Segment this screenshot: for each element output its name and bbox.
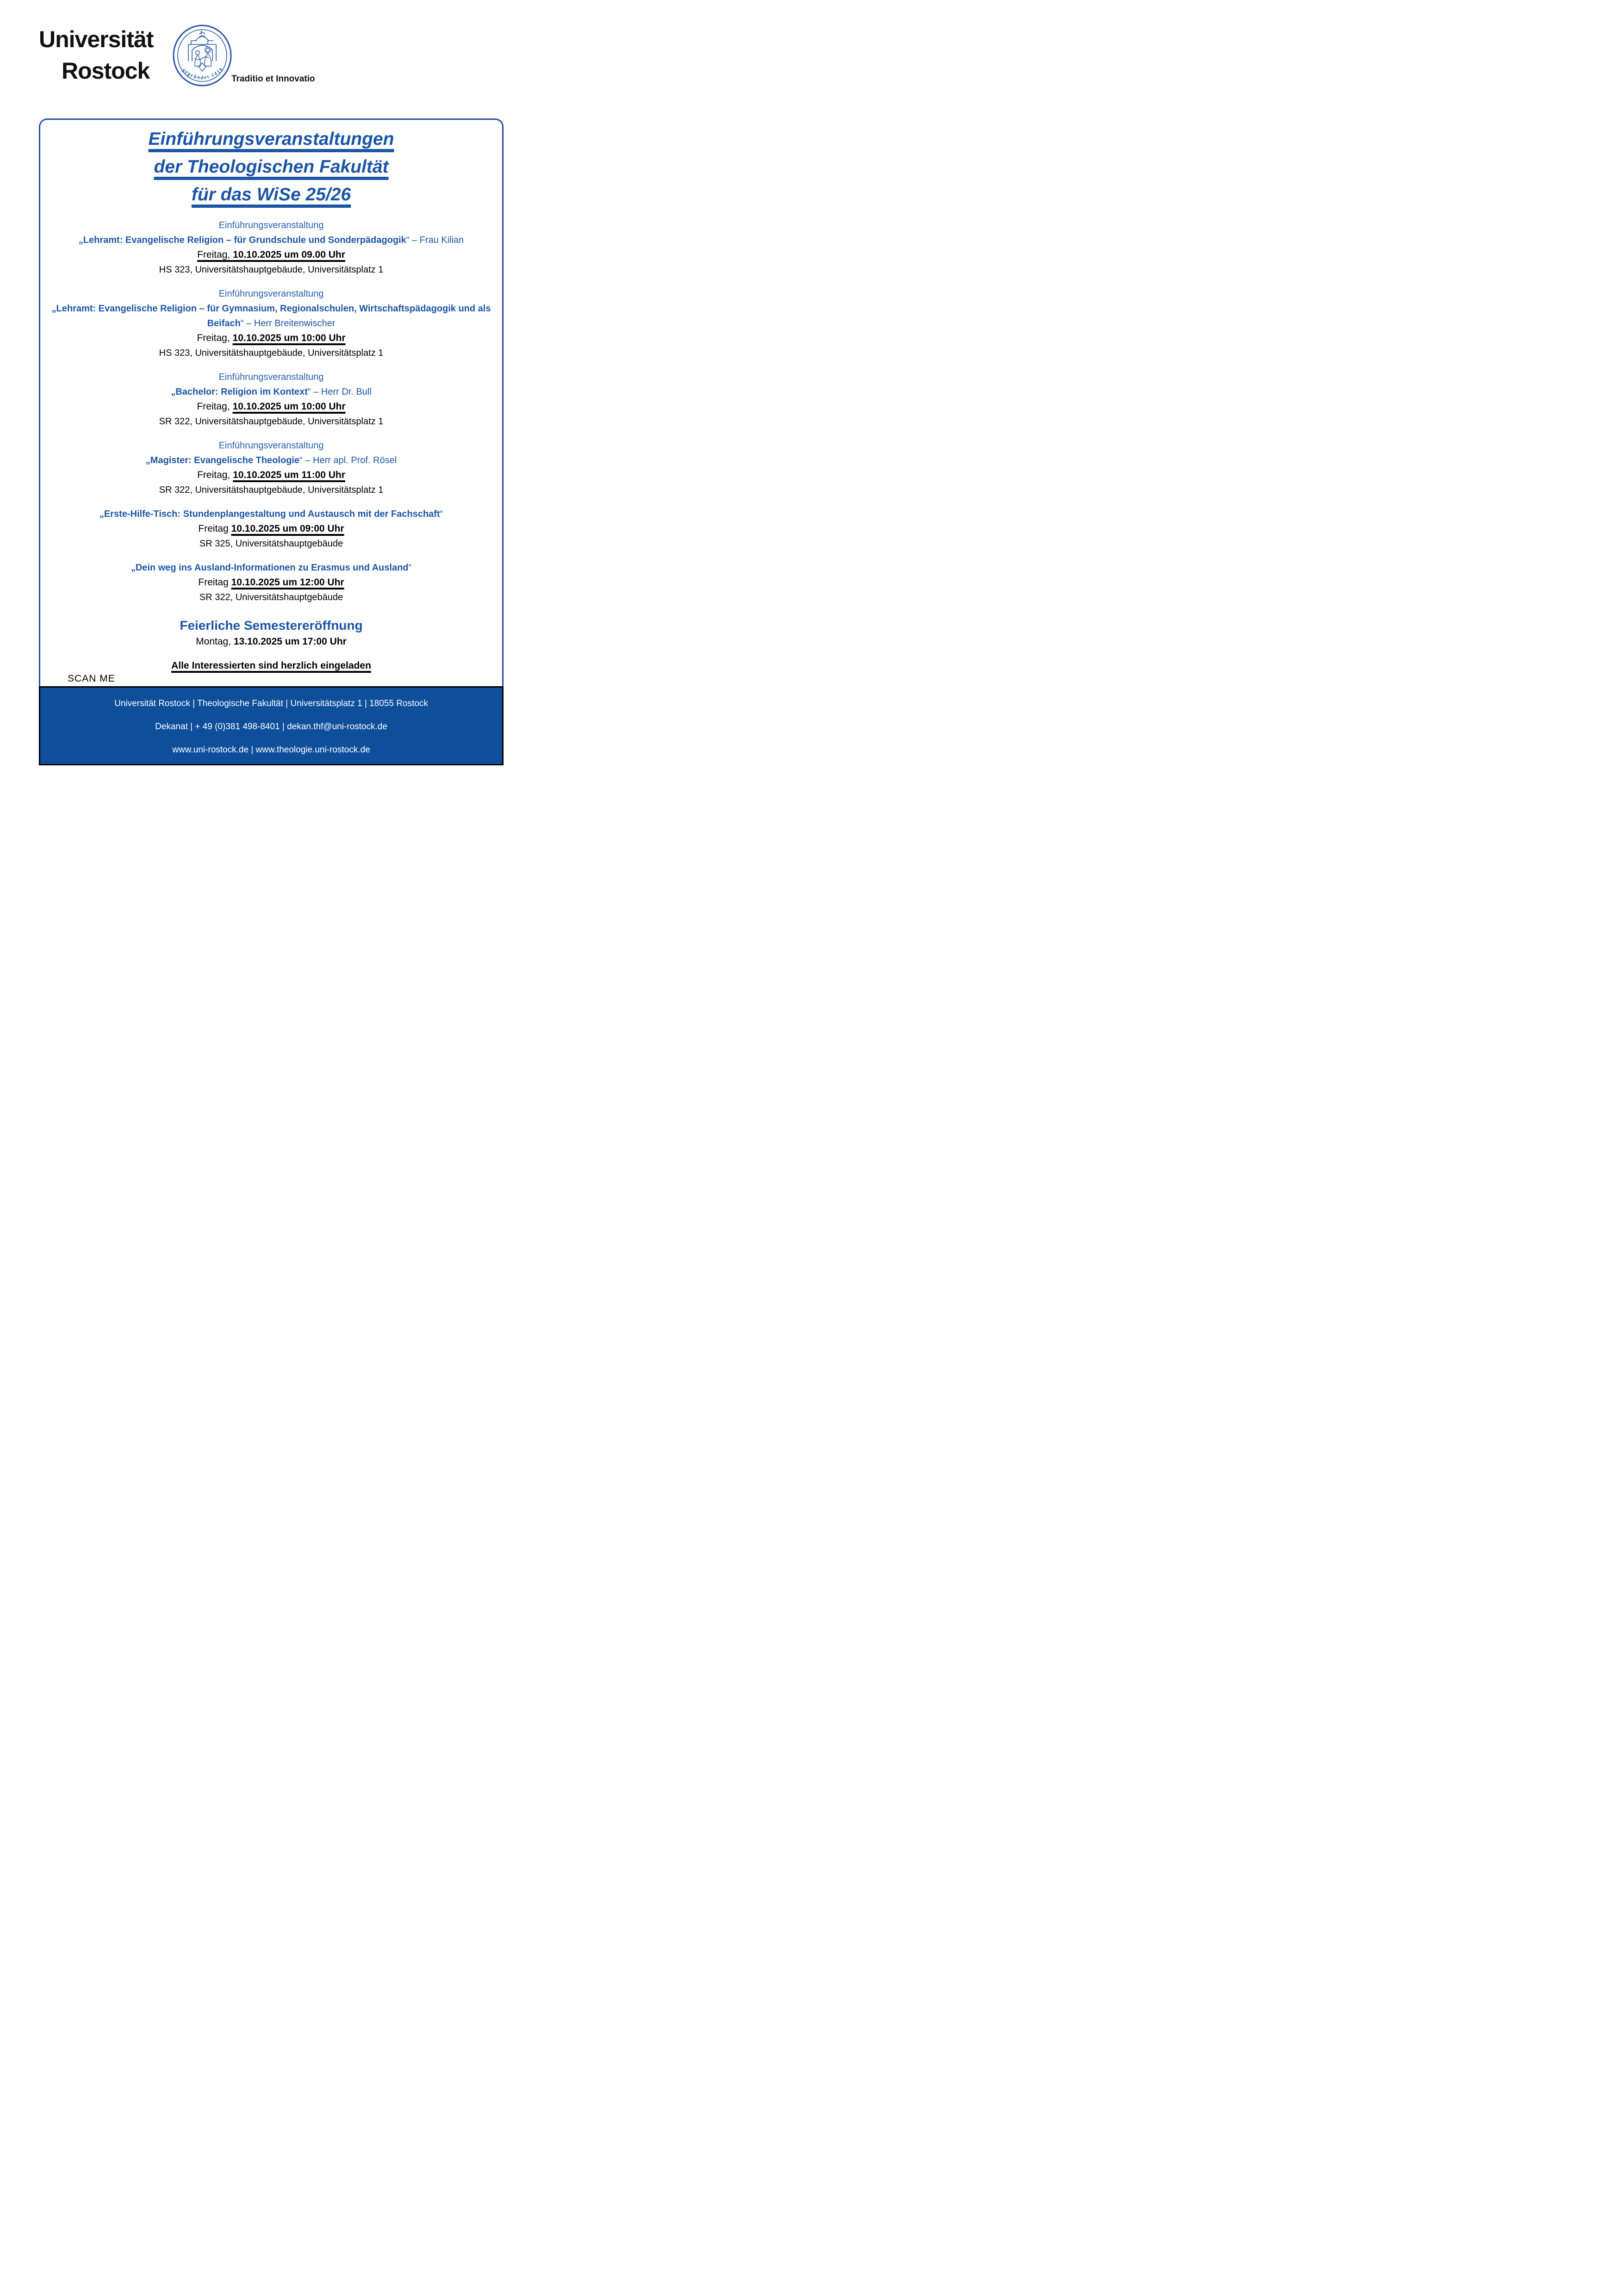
event-label: Einführungsveranstaltung	[218, 289, 324, 299]
event-block-5	[40, 507, 502, 551]
footer-bar	[39, 686, 504, 765]
poster-title-line2: der Theologischen Fakultät	[154, 157, 389, 177]
seal-caption: gegründet 1419	[181, 66, 225, 81]
poster-title	[40, 125, 502, 209]
event-title: „Bachelor: Religion im Kontext“ – Herr Dr. Bull	[171, 387, 372, 397]
event-label: Einführungsveranstaltung	[218, 372, 324, 382]
invitation-note: Alle Interessierten sind herzlich eingeladen	[171, 660, 371, 671]
event-title: „Magister: Evangelische Theologie“ – Herr apl. Prof. Rösel	[145, 455, 397, 465]
university-logo-wordmark-line2: Rostock	[62, 58, 150, 84]
university-motto: Traditio et Innovatio	[231, 74, 315, 84]
event-block-1	[40, 218, 502, 277]
event-date: Freitag, 10.10.2025 um 10:00 Uhr	[197, 401, 346, 412]
footer-web-line: www.uni-rostock.de | www.theologie.uni-rostock.de	[172, 745, 370, 755]
scan-me-label: SCAN ME	[68, 673, 115, 684]
event-title: „Dein weg ins Ausland-Informationen zu Erasmus und Ausland“	[131, 563, 412, 573]
event-date: Freitag 10.10.2025 um 09:00 Uhr	[198, 523, 344, 534]
event-block-6	[40, 560, 502, 605]
event-date: Freitag, 10.10.2025 um 09.00 Uhr	[197, 249, 345, 260]
event-block-2	[40, 286, 502, 360]
event-title: „Lehramt: Evangelische Religion – für Gymnasium, Regionalschulen, Wirtschaftspädagogik und als Beifach“ – Herr Breitenwischer	[51, 304, 491, 329]
event-block-3	[40, 370, 502, 429]
svg-text:gegründet 1419	[181, 66, 224, 81]
semester-opening-date: Montag, 13.10.2025 um 17:00 Uhr	[196, 636, 347, 647]
footer-contact-line: Dekanat | + 49 (0)381 498-8401 | dekan.thf@uni-rostock.de	[155, 722, 387, 732]
event-location: HS 323, Universitätshauptgebäude, Universitätsplatz 1	[159, 265, 384, 275]
poster-page	[0, 0, 541, 765]
content-box	[39, 118, 504, 686]
event-date: Freitag, 10.10.2025 um 11:00 Uhr	[197, 470, 345, 480]
event-title: „Lehramt: Evangelische Religion – für Grundschule und Sonderpädagogik“ – Frau Kilian	[78, 235, 464, 245]
event-label: Einführungsveranstaltung	[218, 220, 324, 230]
event-label: Einführungsveranstaltung	[218, 441, 324, 451]
poster-title-line3: für das WiSe 25/26	[191, 185, 351, 205]
event-list	[40, 218, 502, 605]
event-location: HS 323, Universitätshauptgebäude, Universitätsplatz 1	[159, 348, 384, 358]
event-block-4	[40, 438, 502, 497]
event-location: SR 322, Universitätshauptgebäude	[199, 592, 343, 602]
semester-opening-heading: Feierliche Semestereröffnung	[180, 618, 363, 633]
event-date: Freitag, 10.10.2025 um 10:00 Uhr	[197, 333, 346, 343]
event-location: SR 322, Universitätshauptgebäude, Universitätsplatz 1	[159, 416, 384, 427]
university-seal-icon	[172, 24, 233, 91]
footer-address-line: Universität Rostock | Theologische Fakultät | Universitätsplatz 1 | 18055 Rostock	[114, 699, 428, 708]
event-location: SR 322, Universitätshauptgebäude, Universitätsplatz 1	[159, 485, 384, 495]
university-logo-wordmark-line1: Universität	[39, 26, 154, 52]
event-date: Freitag 10.10.2025 um 12:00 Uhr	[198, 577, 344, 588]
poster-title-line1: Einführungsveranstaltungen	[148, 129, 394, 149]
event-location: SR 325, Universitätshauptgebäude	[199, 539, 343, 549]
event-title: „Erste-Hilfe-Tisch: Stundenplangestaltung und Austausch mit der Fachschaft“	[99, 509, 443, 519]
